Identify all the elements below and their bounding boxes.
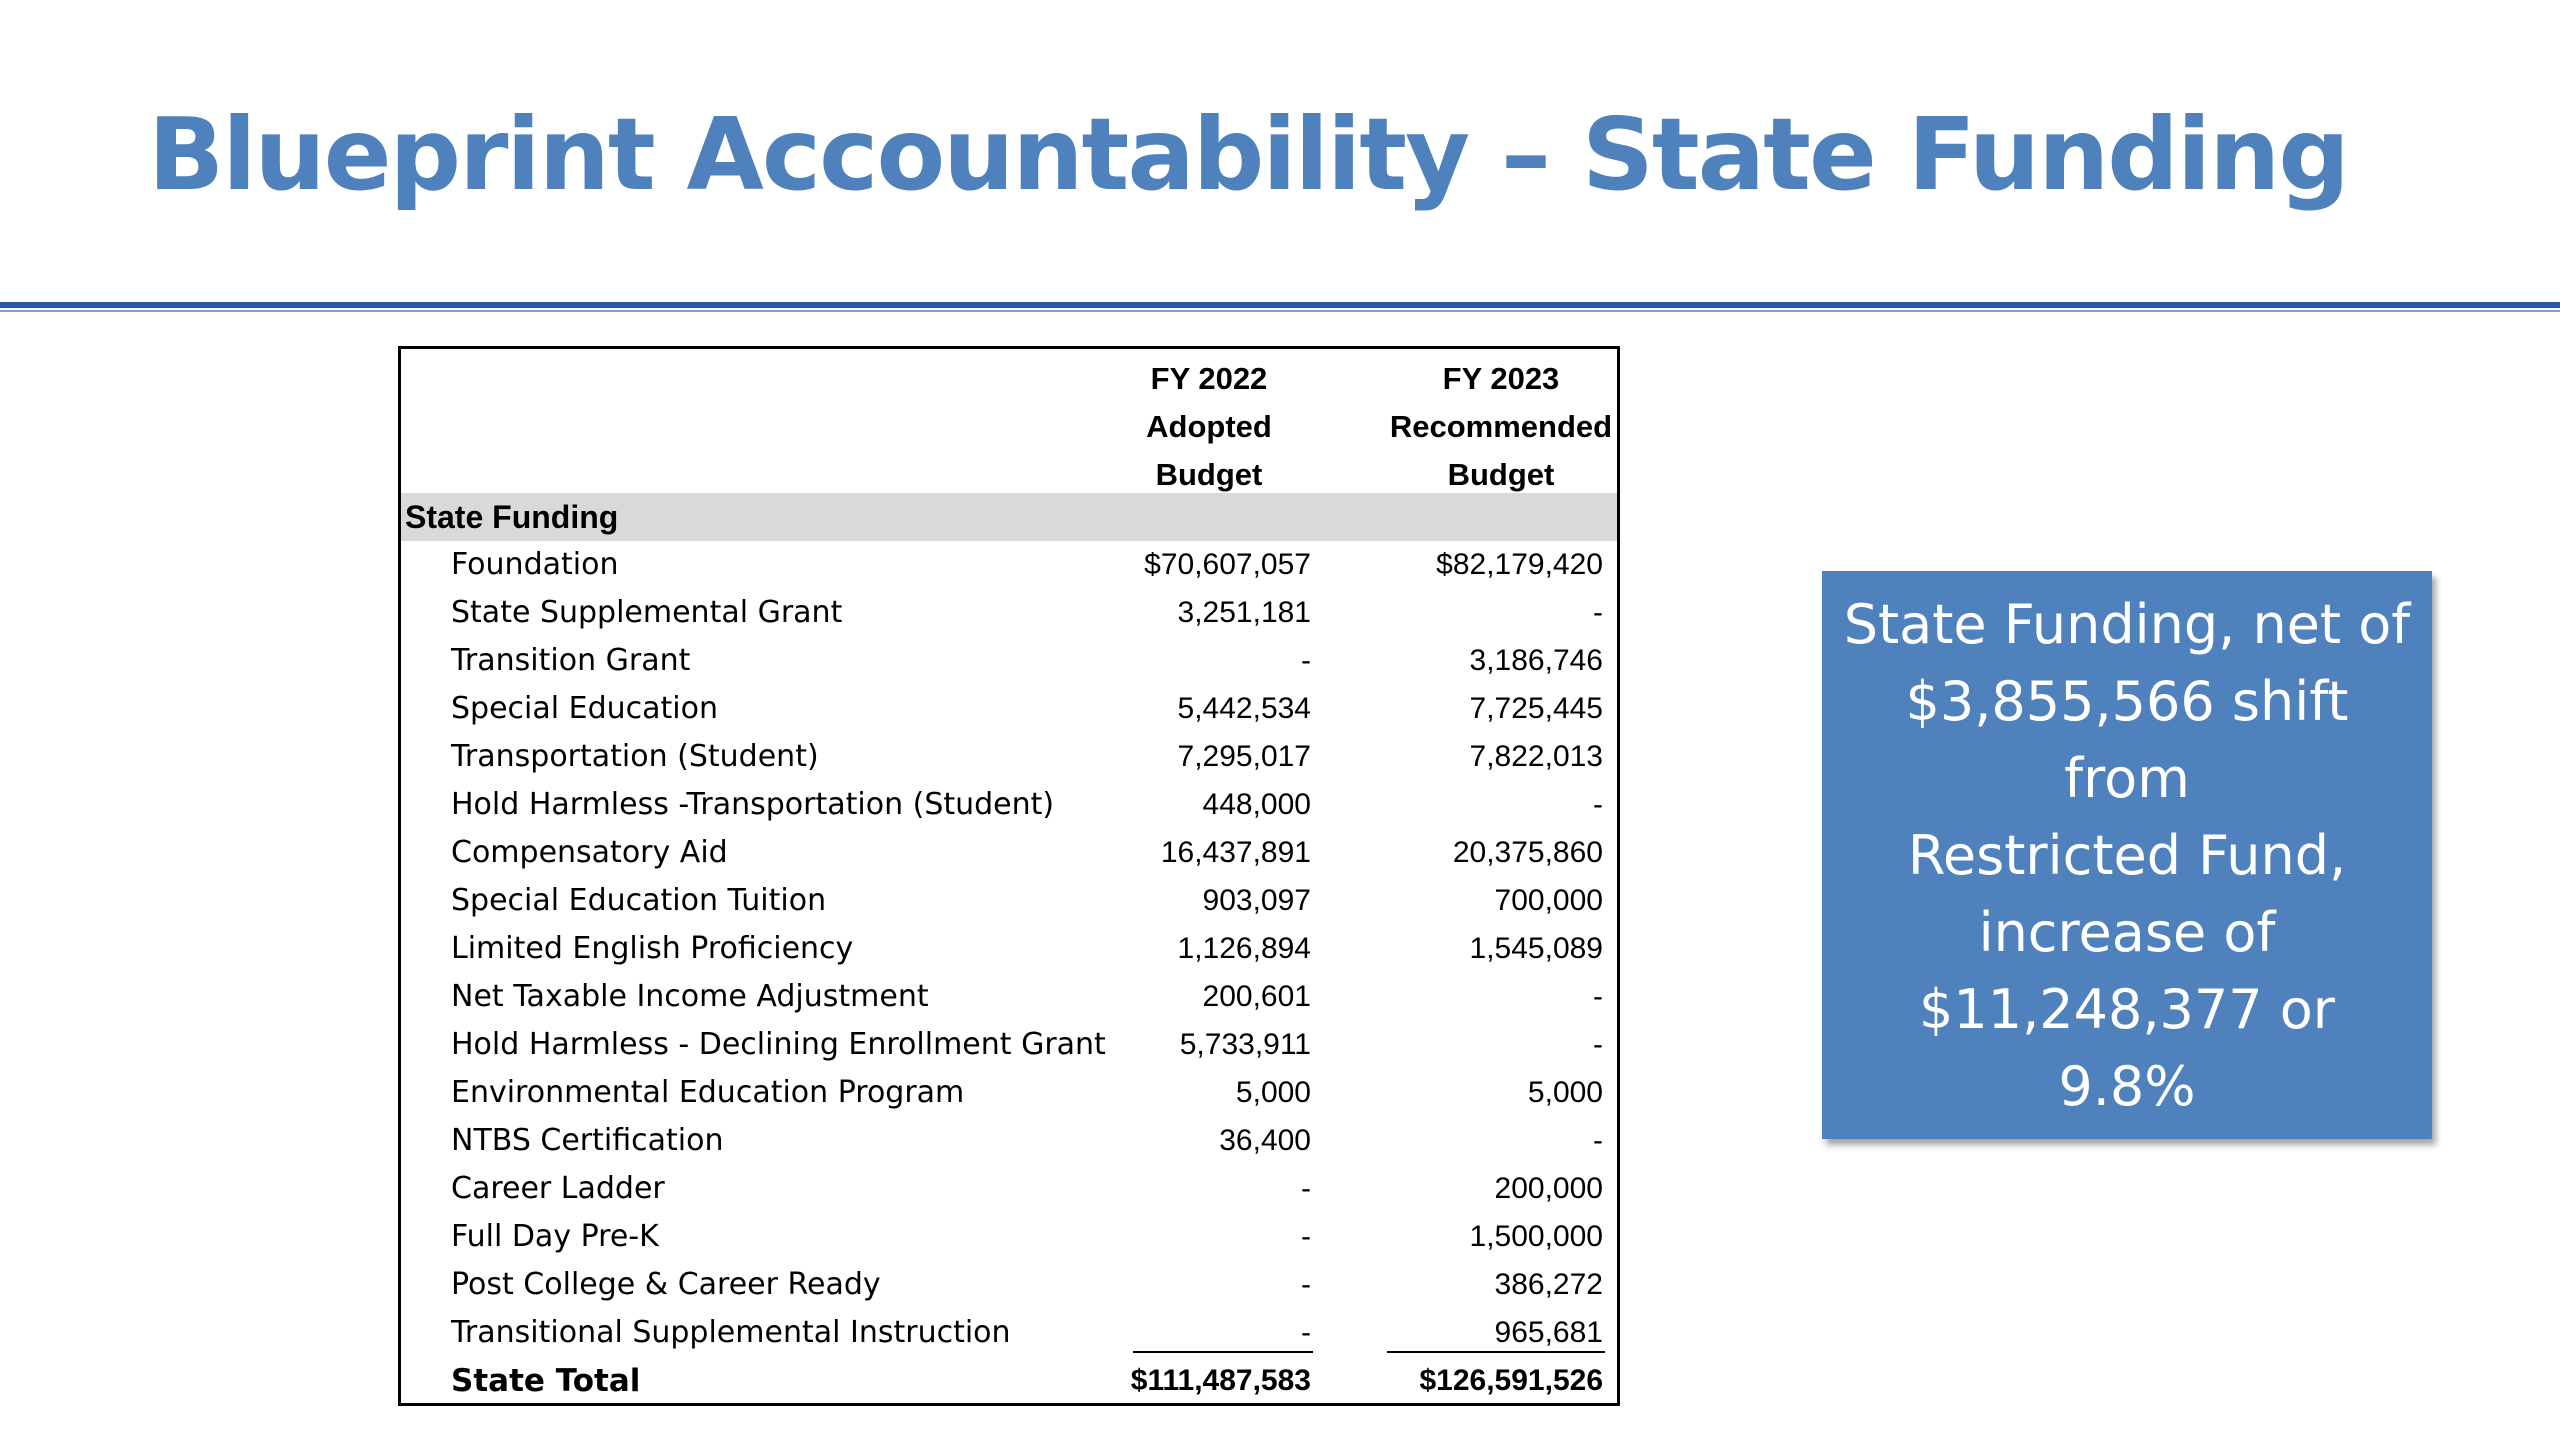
row-value-fy2022: 5,442,534 xyxy=(1177,692,1311,725)
table-row xyxy=(401,1117,1617,1165)
row-value-fy2023: - xyxy=(1593,1028,1603,1061)
section-header xyxy=(401,493,1617,541)
row-value-fy2023: - xyxy=(1593,980,1603,1013)
row-value-fy2023: - xyxy=(1593,788,1603,821)
subtotal-underline-fy2022 xyxy=(1133,1351,1313,1353)
row-value-fy2023: 7,822,013 xyxy=(1469,740,1603,773)
total-fy2023: $126,591,526 xyxy=(1419,1364,1603,1397)
row-value-fy2022: 200,601 xyxy=(1202,980,1311,1013)
column-header-fy2022 xyxy=(1119,355,1299,499)
callout-line: increase of xyxy=(1978,900,2276,964)
total-fy2022: $111,487,583 xyxy=(1130,1364,1311,1397)
row-label: Net Taxable Income Adjustment xyxy=(451,979,929,1014)
total-row xyxy=(401,1357,1617,1405)
row-label: Special Education xyxy=(451,691,718,726)
row-label: Foundation xyxy=(451,547,619,582)
title-divider-thin xyxy=(0,310,2560,312)
table-row xyxy=(401,1165,1617,1213)
table-row xyxy=(401,1309,1617,1357)
column-header-line: FY 2022 xyxy=(1150,361,1268,396)
row-value-fy2022: 448,000 xyxy=(1202,788,1311,821)
row-value-fy2022: 5,000 xyxy=(1235,1076,1311,1109)
column-header-line: Budget xyxy=(1155,457,1263,492)
row-value-fy2022: 36,400 xyxy=(1219,1124,1311,1157)
row-label: Post College & Career Ready xyxy=(451,1267,881,1302)
row-value-fy2022: 16,437,891 xyxy=(1160,836,1311,869)
callout-line: State Funding, net of xyxy=(1843,592,2411,656)
title-divider xyxy=(0,302,2560,308)
row-label: Environmental Education Program xyxy=(451,1075,965,1110)
row-label: Transportation (Student) xyxy=(451,739,819,774)
table-row xyxy=(401,541,1617,589)
row-label: Special Education Tuition xyxy=(451,883,827,918)
row-value-fy2023: 1,500,000 xyxy=(1469,1220,1603,1253)
row-value-fy2023: $82,179,420 xyxy=(1436,548,1603,581)
table-row xyxy=(401,925,1617,973)
row-value-fy2023: 3,186,746 xyxy=(1469,644,1603,677)
callout-line: $11,248,377 or 9.8% xyxy=(1919,977,2335,1118)
row-value-fy2022: 1,126,894 xyxy=(1177,932,1311,965)
row-value-fy2022: - xyxy=(1301,1172,1311,1205)
row-value-fy2023: 1,545,089 xyxy=(1469,932,1603,965)
table-header xyxy=(401,349,1617,493)
row-value-fy2022: 903,097 xyxy=(1202,884,1311,917)
row-value-fy2023: 965,681 xyxy=(1494,1316,1603,1349)
row-value-fy2023: 200,000 xyxy=(1494,1172,1603,1205)
row-value-fy2023: 700,000 xyxy=(1494,884,1603,917)
section-label: State Funding xyxy=(405,499,619,535)
callout-line: $3,855,566 shift from xyxy=(1905,669,2349,810)
table-row xyxy=(401,637,1617,685)
table-row xyxy=(401,973,1617,1021)
row-label: Full Day Pre-K xyxy=(451,1219,659,1254)
row-value-fy2023: - xyxy=(1593,1124,1603,1157)
table-row xyxy=(401,589,1617,637)
row-value-fy2022: $70,607,057 xyxy=(1144,548,1311,581)
row-value-fy2022: 7,295,017 xyxy=(1177,740,1311,773)
row-value-fy2022: - xyxy=(1301,1268,1311,1301)
table-row xyxy=(401,829,1617,877)
row-label: Career Ladder xyxy=(451,1171,665,1206)
column-header-line: FY 2023 xyxy=(1442,361,1560,396)
table-row xyxy=(401,781,1617,829)
table-row xyxy=(401,1021,1617,1069)
row-value-fy2022: 3,251,181 xyxy=(1177,596,1311,629)
column-header-line: Adopted xyxy=(1146,409,1272,444)
budget-table xyxy=(398,346,1620,1406)
row-value-fy2022: - xyxy=(1301,1220,1311,1253)
row-value-fy2023: 7,725,445 xyxy=(1469,692,1603,725)
callout-box xyxy=(1822,571,2432,1139)
row-label: Limited English Proficiency xyxy=(451,931,854,966)
callout-line: Restricted Fund, xyxy=(1907,823,2347,887)
slide-title: Blueprint Accountability – State Funding xyxy=(148,96,2348,213)
column-header-fy2023 xyxy=(1381,355,1621,499)
row-value-fy2022: 5,733,911 xyxy=(1179,1028,1311,1061)
table-row xyxy=(401,1069,1617,1117)
row-label: State Supplemental Grant xyxy=(451,595,843,630)
table-row xyxy=(401,685,1617,733)
row-value-fy2022: - xyxy=(1301,1316,1311,1349)
column-header-line: Recommended xyxy=(1389,409,1613,444)
row-label: Transition Grant xyxy=(451,643,691,678)
table-row xyxy=(401,733,1617,781)
row-value-fy2022: - xyxy=(1301,644,1311,677)
row-label: Hold Harmless - Declining Enrollment Grant xyxy=(451,1027,1106,1062)
row-value-fy2023: 386,272 xyxy=(1494,1268,1603,1301)
table-row xyxy=(401,1213,1617,1261)
total-label: State Total xyxy=(451,1363,641,1399)
table-row xyxy=(401,1261,1617,1309)
row-label: NTBS Certification xyxy=(451,1123,724,1158)
row-label: Transitional Supplemental Instruction xyxy=(451,1315,1011,1350)
table-row xyxy=(401,877,1617,925)
column-header-line: Budget xyxy=(1447,457,1555,492)
row-value-fy2023: 20,375,860 xyxy=(1452,836,1603,869)
row-label: Hold Harmless -Transportation (Student) xyxy=(451,787,1055,822)
callout-text xyxy=(1842,586,2412,1125)
subtotal-underline-fy2023 xyxy=(1387,1351,1605,1353)
row-value-fy2023: 5,000 xyxy=(1527,1076,1603,1109)
table-body xyxy=(401,541,1617,1357)
row-label: Compensatory Aid xyxy=(451,835,728,870)
row-value-fy2023: - xyxy=(1593,596,1603,629)
